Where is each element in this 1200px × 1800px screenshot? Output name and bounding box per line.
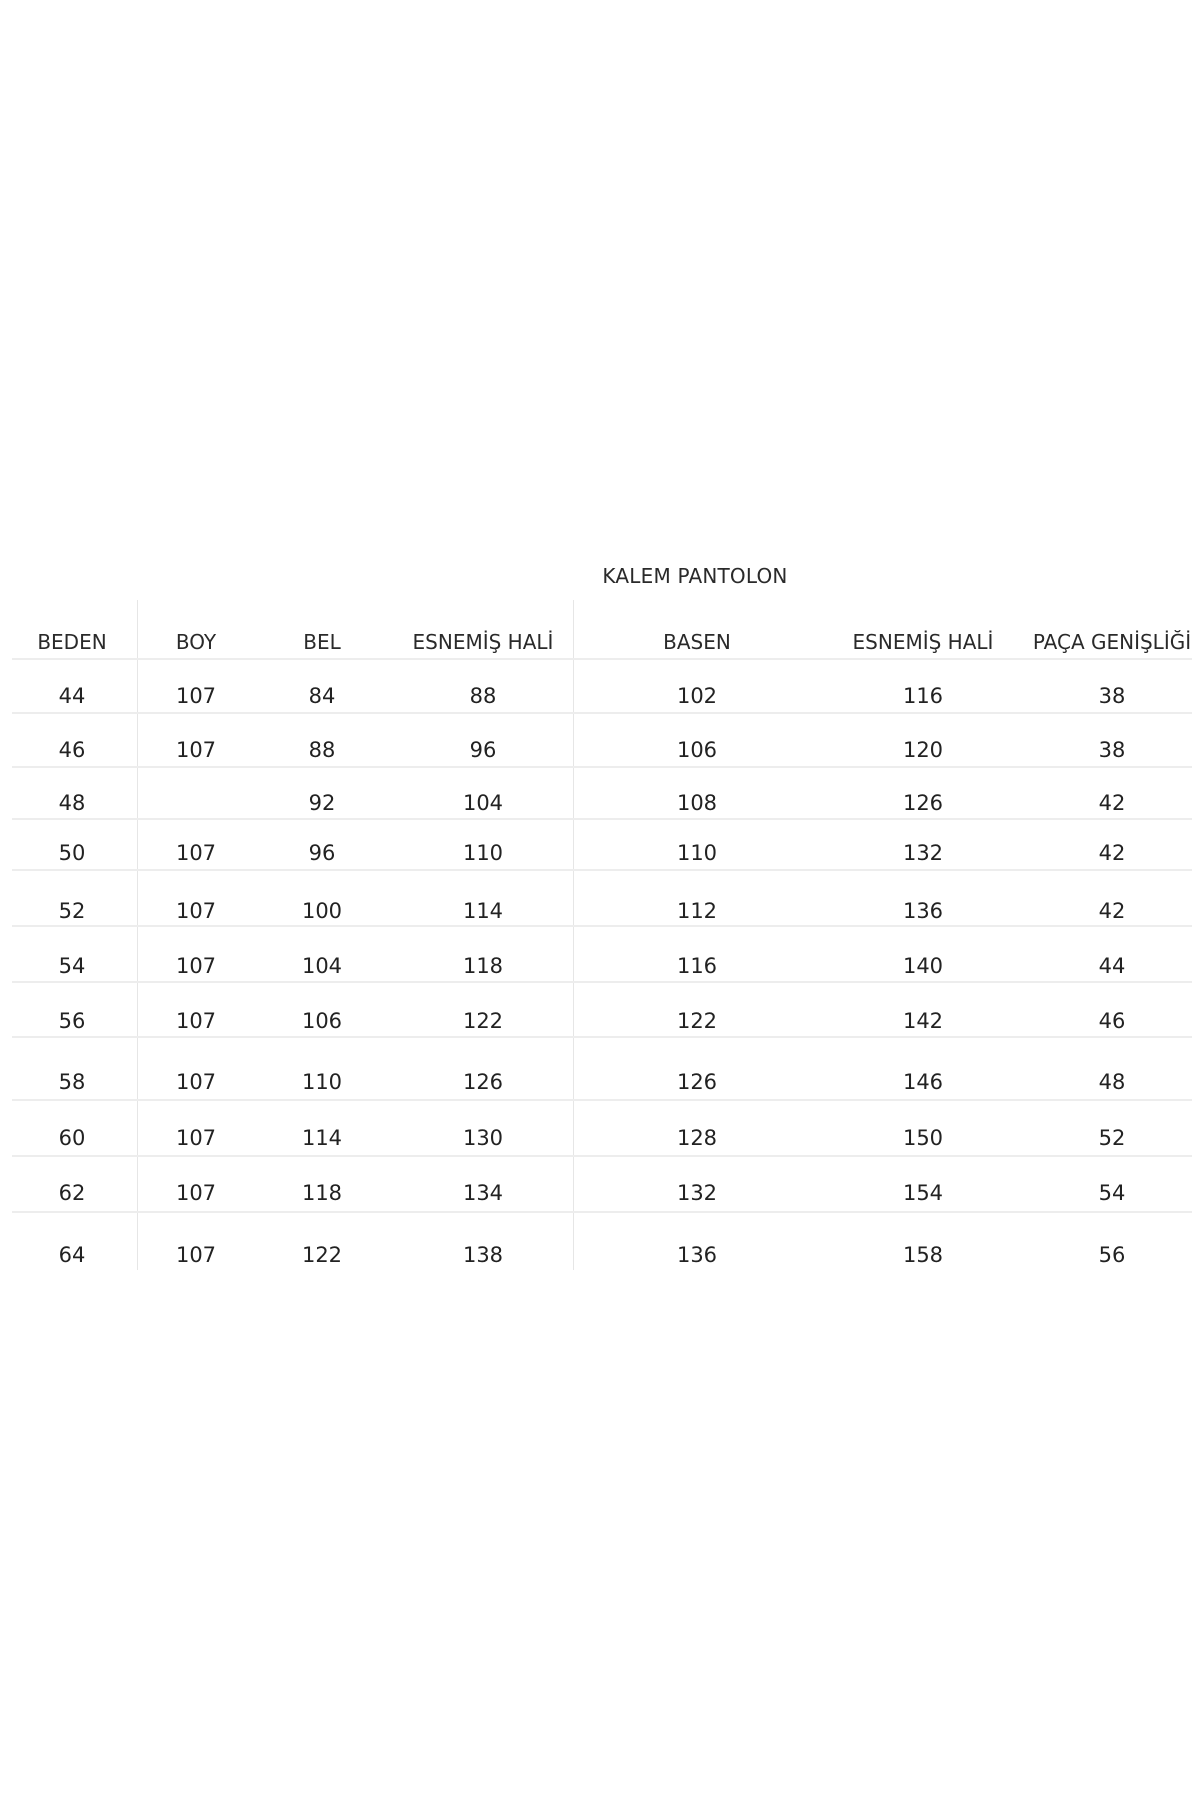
table-cell: 88 bbox=[308, 738, 336, 762]
row-rule bbox=[252, 766, 392, 768]
table-cell: 52 bbox=[1098, 1126, 1126, 1150]
table-cell: 132 bbox=[676, 1181, 718, 1205]
row-rule bbox=[1026, 925, 1192, 927]
row-rule bbox=[136, 712, 252, 714]
table-cell: 92 bbox=[308, 791, 336, 815]
table-cell: 42 bbox=[1098, 791, 1126, 815]
row-rule bbox=[252, 1155, 392, 1157]
column-header: ESNEMİŞ HALİ bbox=[412, 630, 554, 654]
row-rule bbox=[12, 658, 136, 660]
column-header: ESNEMİŞ HALİ bbox=[852, 630, 994, 654]
row-rule bbox=[12, 1099, 136, 1101]
table-cell: 118 bbox=[462, 954, 504, 978]
table-cell: 107 bbox=[175, 1243, 217, 1267]
table-cell: 100 bbox=[301, 899, 343, 923]
row-rule bbox=[1026, 712, 1192, 714]
row-rule bbox=[818, 1036, 1026, 1038]
row-rule bbox=[136, 981, 252, 983]
row-rule bbox=[573, 658, 818, 660]
row-rule bbox=[136, 1211, 252, 1213]
row-rule bbox=[12, 766, 136, 768]
row-rule bbox=[12, 869, 136, 871]
table-cell: 54 bbox=[58, 954, 86, 978]
row-rule bbox=[252, 1099, 392, 1101]
table-cell: 107 bbox=[175, 1181, 217, 1205]
row-rule bbox=[12, 1036, 136, 1038]
table-cell: 136 bbox=[902, 899, 944, 923]
table-cell: 122 bbox=[462, 1009, 504, 1033]
table-cell: 146 bbox=[902, 1070, 944, 1094]
table-cell: 107 bbox=[175, 1070, 217, 1094]
table-cell: 38 bbox=[1098, 684, 1126, 708]
row-rule bbox=[573, 1211, 818, 1213]
row-rule bbox=[818, 658, 1026, 660]
row-rule bbox=[136, 658, 252, 660]
row-rule bbox=[818, 1211, 1026, 1213]
row-rule bbox=[136, 869, 252, 871]
row-rule bbox=[573, 869, 818, 871]
row-rule bbox=[1026, 981, 1192, 983]
table-cell: 44 bbox=[1098, 954, 1126, 978]
row-rule bbox=[12, 818, 136, 820]
table-cell: 52 bbox=[58, 899, 86, 923]
table-cell: 107 bbox=[175, 954, 217, 978]
table-cell: 107 bbox=[175, 684, 217, 708]
column-header: BEDEN bbox=[37, 630, 107, 654]
row-rule bbox=[573, 1099, 818, 1101]
table-cell: 134 bbox=[462, 1181, 504, 1205]
row-rule bbox=[252, 712, 392, 714]
table-cell: 38 bbox=[1098, 738, 1126, 762]
row-rule bbox=[818, 818, 1026, 820]
table-cell: 48 bbox=[58, 791, 86, 815]
table-cell: 60 bbox=[58, 1126, 86, 1150]
table-cell: 56 bbox=[1098, 1243, 1126, 1267]
table-cell: 114 bbox=[301, 1126, 343, 1150]
table-cell: 130 bbox=[462, 1126, 504, 1150]
row-rule bbox=[136, 766, 252, 768]
row-rule bbox=[392, 1099, 573, 1101]
table-cell: 108 bbox=[676, 791, 718, 815]
table-cell: 46 bbox=[1098, 1009, 1126, 1033]
row-rule bbox=[1026, 658, 1192, 660]
table-cell: 122 bbox=[301, 1243, 343, 1267]
table-cell: 158 bbox=[902, 1243, 944, 1267]
row-rule bbox=[573, 981, 818, 983]
table-cell: 107 bbox=[175, 841, 217, 865]
row-rule bbox=[392, 925, 573, 927]
row-rule bbox=[392, 1036, 573, 1038]
table-cell: 106 bbox=[676, 738, 718, 762]
table-cell: 107 bbox=[175, 738, 217, 762]
row-rule bbox=[1026, 869, 1192, 871]
row-rule bbox=[252, 1036, 392, 1038]
row-rule bbox=[818, 981, 1026, 983]
table-cell: 142 bbox=[902, 1009, 944, 1033]
row-rule bbox=[392, 712, 573, 714]
row-rule bbox=[818, 1099, 1026, 1101]
chart-title: KALEM PANTOLON bbox=[602, 564, 788, 588]
row-rule bbox=[818, 766, 1026, 768]
column-header: PAÇA GENİŞLİĞİ bbox=[1032, 630, 1192, 654]
table-cell: 118 bbox=[301, 1181, 343, 1205]
row-rule bbox=[12, 981, 136, 983]
table-cell: 46 bbox=[58, 738, 86, 762]
row-rule bbox=[392, 1155, 573, 1157]
row-rule bbox=[1026, 1155, 1192, 1157]
table-cell: 64 bbox=[58, 1243, 86, 1267]
row-rule bbox=[12, 925, 136, 927]
row-rule bbox=[818, 869, 1026, 871]
table-cell: 44 bbox=[58, 684, 86, 708]
row-rule bbox=[136, 1036, 252, 1038]
table-cell: 102 bbox=[676, 684, 718, 708]
row-rule bbox=[136, 1099, 252, 1101]
table-cell: 128 bbox=[676, 1126, 718, 1150]
row-rule bbox=[818, 712, 1026, 714]
table-cell: 116 bbox=[676, 954, 718, 978]
row-rule bbox=[252, 981, 392, 983]
table-cell: 96 bbox=[469, 738, 497, 762]
table-cell: 140 bbox=[902, 954, 944, 978]
table-cell: 107 bbox=[175, 1126, 217, 1150]
row-rule bbox=[392, 658, 573, 660]
table-cell: 50 bbox=[58, 841, 86, 865]
row-rule bbox=[818, 1155, 1026, 1157]
row-rule bbox=[252, 818, 392, 820]
row-rule bbox=[1026, 766, 1192, 768]
row-rule bbox=[573, 712, 818, 714]
row-rule bbox=[573, 1036, 818, 1038]
row-rule bbox=[12, 1211, 136, 1213]
table-cell: 112 bbox=[676, 899, 718, 923]
row-rule bbox=[573, 925, 818, 927]
row-rule bbox=[573, 818, 818, 820]
row-rule bbox=[252, 869, 392, 871]
table-cell: 122 bbox=[676, 1009, 718, 1033]
table-cell: 104 bbox=[462, 791, 504, 815]
row-rule bbox=[392, 818, 573, 820]
table-cell: 107 bbox=[175, 1009, 217, 1033]
table-cell: 126 bbox=[676, 1070, 718, 1094]
column-header: BEL bbox=[303, 630, 341, 654]
table-cell: 56 bbox=[58, 1009, 86, 1033]
table-cell: 104 bbox=[301, 954, 343, 978]
row-rule bbox=[1026, 1036, 1192, 1038]
column-header: BOY bbox=[175, 630, 217, 654]
table-cell: 110 bbox=[301, 1070, 343, 1094]
table-cell: 58 bbox=[58, 1070, 86, 1094]
table-cell: 48 bbox=[1098, 1070, 1126, 1094]
table-cell: 138 bbox=[462, 1243, 504, 1267]
table-cell: 136 bbox=[676, 1243, 718, 1267]
table-cell: 106 bbox=[301, 1009, 343, 1033]
row-rule bbox=[1026, 1211, 1192, 1213]
table-cell: 150 bbox=[902, 1126, 944, 1150]
table-cell: 42 bbox=[1098, 899, 1126, 923]
row-rule bbox=[136, 925, 252, 927]
row-rule bbox=[1026, 1099, 1192, 1101]
row-rule bbox=[573, 1155, 818, 1157]
row-rule bbox=[12, 1155, 136, 1157]
table-cell: 126 bbox=[902, 791, 944, 815]
table-cell: 62 bbox=[58, 1181, 86, 1205]
table-cell: 126 bbox=[462, 1070, 504, 1094]
table-cell: 120 bbox=[902, 738, 944, 762]
table-cell: 132 bbox=[902, 841, 944, 865]
row-rule bbox=[252, 658, 392, 660]
table-cell: 154 bbox=[902, 1181, 944, 1205]
row-rule bbox=[392, 766, 573, 768]
table-cell: 54 bbox=[1098, 1181, 1126, 1205]
table-cell: 96 bbox=[308, 841, 336, 865]
row-rule bbox=[392, 869, 573, 871]
table-cell: 110 bbox=[462, 841, 504, 865]
column-divider bbox=[573, 600, 574, 1270]
column-header: BASEN bbox=[663, 630, 731, 654]
row-rule bbox=[252, 925, 392, 927]
row-rule bbox=[136, 1155, 252, 1157]
row-rule bbox=[818, 925, 1026, 927]
row-rule bbox=[392, 1211, 573, 1213]
row-rule bbox=[392, 981, 573, 983]
table-cell: 88 bbox=[469, 684, 497, 708]
table-cell: 42 bbox=[1098, 841, 1126, 865]
table-cell: 107 bbox=[175, 899, 217, 923]
table-cell: 110 bbox=[676, 841, 718, 865]
table-cell: 116 bbox=[902, 684, 944, 708]
row-rule bbox=[573, 766, 818, 768]
table-cell: 84 bbox=[308, 684, 336, 708]
row-rule bbox=[136, 818, 252, 820]
row-rule bbox=[12, 712, 136, 714]
row-rule bbox=[1026, 818, 1192, 820]
table-cell: 114 bbox=[462, 899, 504, 923]
row-rule bbox=[252, 1211, 392, 1213]
